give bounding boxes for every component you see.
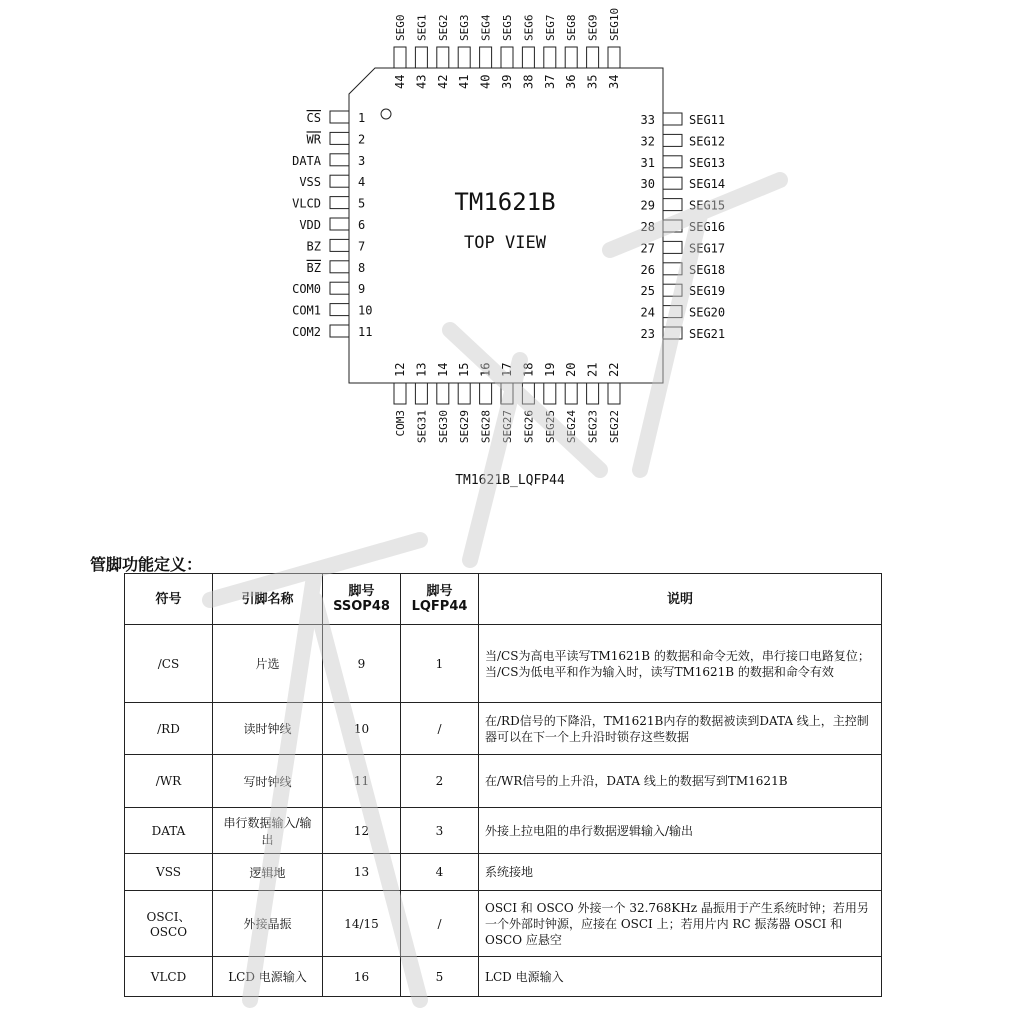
pin-pad [565, 47, 577, 68]
pin-number: 20 [564, 362, 579, 377]
header-description: 说明 [479, 574, 882, 625]
cell-lqfp44: 1 [401, 625, 479, 703]
pin-number: 34 [607, 74, 621, 89]
pin-pad [458, 383, 470, 404]
pin-number: 9 [358, 282, 366, 297]
pin-number: 43 [414, 74, 429, 89]
table-row [125, 755, 882, 808]
header-ssop48 [323, 574, 401, 625]
pin-number: 4 [358, 175, 366, 190]
pin-pad [663, 284, 682, 296]
pin-pad [608, 383, 620, 404]
cell-symbol: /WR [125, 755, 213, 808]
pin-label: SEG1 [415, 14, 429, 41]
cell-ssop48: 11 [323, 755, 401, 808]
pin-label: SEG20 [689, 305, 726, 320]
pin-number: 8 [358, 260, 366, 275]
pin-number: 28 [640, 220, 655, 234]
pin-number: 1 [358, 111, 366, 125]
pin-pad [522, 383, 534, 404]
pin-number: 29 [640, 198, 655, 213]
pin-number: 25 [640, 284, 655, 299]
pin-label: SEG2 [436, 14, 450, 41]
cell-description: 外接上拉电阻的串行数据逻辑输入/输出 [479, 808, 882, 854]
pin-number: 36 [564, 74, 579, 89]
header-lqfp44-line2: LQFP44 [411, 599, 468, 614]
cell-symbol: /CS [125, 625, 213, 703]
pin-label: SEG6 [522, 14, 536, 41]
pin-pad [663, 199, 682, 211]
pin-label: SEG21 [689, 327, 726, 341]
cell-symbol: OSCI、OSCO [125, 891, 213, 957]
pin-label: VSS [299, 175, 321, 190]
pin-label: SEG19 [689, 284, 726, 299]
cell-description: 在/WR信号的上升沿，DATA 线上的数据写到TM1621B [479, 755, 882, 808]
pin-label: SEG11 [689, 113, 726, 127]
pin-pad [330, 132, 349, 144]
pin-number: 15 [457, 362, 472, 377]
pin-pad [415, 47, 427, 68]
cell-symbol: /RD [125, 703, 213, 755]
cell-description: 系统接地 [479, 854, 882, 891]
pin-pad [608, 47, 620, 68]
pin-label: SEG13 [689, 155, 726, 170]
pin-pad [437, 47, 449, 68]
cell-description: OSCI 和 OSCO 外接一个 32.768KHz 晶振用于产生系统时钟；若用另一个外部时钟源，应接在 OSCI 上；若用片内 RC 振荡器 OSCI 和 OSCO 应悬空 [479, 891, 882, 957]
cell-description: LCD 电源输入 [479, 957, 882, 997]
pin-label: SEG27 [501, 410, 514, 444]
chip-pinout-diagram [0, 0, 1020, 500]
pin-number: 10 [358, 303, 373, 318]
pin-pad [330, 218, 349, 230]
cell-symbol: DATA [125, 808, 213, 854]
pin-number: 26 [640, 262, 655, 277]
pin-pad [480, 383, 492, 404]
pin-definition-table [124, 573, 882, 997]
pin-pad [330, 261, 349, 273]
pin-pad [330, 325, 349, 337]
pin-label: SEG8 [565, 14, 579, 41]
cell-name: 逻辑地 [213, 854, 323, 891]
pin-pad [394, 47, 406, 68]
pin-pad [663, 134, 682, 146]
pin-number: 38 [521, 74, 536, 89]
cell-lqfp44: 5 [401, 957, 479, 997]
pin-label: SEG28 [479, 410, 493, 444]
pin-label: COM0 [292, 282, 321, 297]
pin-number: 5 [358, 196, 366, 211]
pin-label: BZ [306, 239, 321, 254]
pin-pad [501, 383, 513, 404]
pin-pad [330, 304, 349, 316]
cell-ssop48: 12 [323, 808, 401, 854]
pin-number: 32 [640, 134, 655, 149]
pin-label: DATA [292, 153, 321, 168]
pin-label: SEG5 [501, 14, 514, 41]
cell-name: 片选 [213, 625, 323, 703]
pin-label: COM1 [292, 303, 321, 318]
cell-symbol: VLCD [125, 957, 213, 997]
cell-lqfp44: 3 [401, 808, 479, 854]
pin-number: 27 [640, 241, 655, 256]
pin-label: COM2 [292, 325, 321, 339]
pin-pad [663, 113, 682, 125]
pin-pad [663, 156, 682, 168]
header-ssop48-line2: SSOP48 [333, 599, 390, 614]
header-lqfp44 [401, 574, 479, 625]
pin-pad [544, 47, 556, 68]
pin-pad [415, 383, 427, 404]
table-row [125, 625, 882, 703]
pin-label: SEG26 [522, 410, 536, 444]
pin-number: 12 [393, 362, 407, 377]
pin-label: SEG31 [415, 410, 429, 444]
pin-pad [565, 383, 577, 404]
pin-pad [663, 241, 682, 253]
pin-number: 14 [435, 362, 450, 377]
pin-label: SEG7 [543, 14, 557, 41]
cell-lqfp44: / [401, 703, 479, 755]
pin-pad [330, 282, 349, 294]
pin-number: 30 [640, 177, 655, 192]
pin-pad [522, 47, 534, 68]
chip-view-label: TOP VIEW [464, 233, 546, 253]
pin-pad [663, 327, 682, 339]
pin-pad [480, 47, 492, 68]
pin-label: SEG0 [394, 14, 407, 41]
pin-number: 6 [358, 218, 366, 232]
table-row [125, 891, 882, 957]
pin-number: 7 [358, 239, 366, 254]
cell-ssop48: 13 [323, 854, 401, 891]
pin-label: SEG22 [608, 410, 621, 444]
cell-ssop48: 14/15 [323, 891, 401, 957]
pin-label: SEG12 [689, 134, 726, 149]
pin-label: CS [306, 111, 321, 125]
pin-pad [330, 111, 349, 123]
pin-label: SEG24 [565, 410, 579, 444]
pin-pad [330, 197, 349, 209]
cell-name: 读时钟线 [213, 703, 323, 755]
header-lqfp44-line1: 脚号 [426, 584, 453, 599]
pin-number: 2 [358, 132, 366, 147]
pin-number: 41 [457, 74, 472, 89]
cell-description: 当/CS为高电平读写TM1621B 的数据和命令无效，串行接口电路复位；当/CS为低电平和作为输入时，读写TM1621B 的数据和命令有效 [479, 625, 882, 703]
pin-label: SEG30 [436, 410, 450, 444]
cell-ssop48: 16 [323, 957, 401, 997]
pin-number: 18 [521, 362, 536, 377]
pin-number: 22 [607, 362, 621, 377]
pin-number: 40 [478, 74, 493, 89]
pin-number: 24 [640, 305, 655, 320]
cell-name: LCD 电源输入 [213, 957, 323, 997]
cell-symbol: VSS [125, 854, 213, 891]
pin-number: 3 [358, 153, 366, 168]
pin-label: SEG14 [689, 177, 726, 192]
table-row [125, 957, 882, 997]
pin-pad [663, 263, 682, 275]
pin-number: 16 [478, 362, 493, 377]
pin-label: COM3 [394, 410, 407, 437]
cell-name: 写时钟线 [213, 755, 323, 808]
cell-name: 串行数据输入/输出 [213, 808, 323, 854]
pin-number: 42 [435, 74, 450, 89]
pin-number: 44 [393, 74, 407, 89]
pin-label: VDD [299, 218, 321, 232]
package-caption: TM1621B_LQFP44 [455, 473, 565, 488]
pin-label: SEG25 [543, 410, 557, 444]
table-header-row [125, 574, 882, 625]
chip-body [349, 68, 663, 383]
pin-pad [330, 154, 349, 166]
pin-label: SEG17 [689, 241, 726, 256]
pin-pad [458, 47, 470, 68]
pin-pad [663, 306, 682, 318]
pin-label: SEG23 [586, 410, 600, 444]
pin-label: SEG15 [689, 198, 726, 213]
cell-lqfp44: 4 [401, 854, 479, 891]
pin-label: SEG18 [689, 262, 726, 277]
cell-lqfp44: / [401, 891, 479, 957]
pin-pad [587, 383, 599, 404]
table-row [125, 703, 882, 755]
pin-label: SEG4 [479, 14, 493, 41]
pin-pad [437, 383, 449, 404]
pin-number: 33 [640, 113, 655, 127]
pin-number: 31 [640, 155, 655, 170]
pin-label: VLCD [292, 196, 321, 211]
pin-number: 21 [585, 362, 600, 377]
pin-label: SEG29 [458, 410, 472, 444]
table-row [125, 808, 882, 854]
pin-number: 19 [542, 362, 557, 377]
header-symbol: 符号 [125, 574, 213, 625]
pin-pad [663, 220, 682, 232]
pin-number: 17 [500, 362, 514, 377]
pin-label: SEG9 [586, 14, 600, 41]
pin-pad [330, 175, 349, 187]
section-title: 管脚功能定义： [90, 555, 203, 574]
pin-number: 11 [358, 325, 373, 339]
pin-pad [501, 47, 513, 68]
header-ssop48-line1: 脚号 [348, 584, 375, 599]
pin-label: BZ [306, 260, 321, 275]
pin-number: 13 [414, 362, 429, 377]
cell-name: 外接晶振 [213, 891, 323, 957]
pin-number: 23 [640, 327, 655, 341]
pin-pad [663, 177, 682, 189]
chip-name: TM1621B [454, 188, 556, 216]
cell-ssop48: 10 [323, 703, 401, 755]
cell-lqfp44: 2 [401, 755, 479, 808]
pin-pad [587, 47, 599, 68]
table-row [125, 854, 882, 891]
pin-number: 37 [542, 74, 557, 89]
header-pin-name: 引脚名称 [213, 574, 323, 625]
pin-label: SEG10 [608, 7, 621, 41]
pin-label: WR [306, 132, 321, 147]
pin-pad [394, 383, 406, 404]
pin-number: 39 [500, 74, 514, 89]
cell-ssop48: 9 [323, 625, 401, 703]
cell-description: 在/RD信号的下降沿，TM1621B内存的数据被读到DATA 线上，主控制器可以在下一个上升沿时锁存这些数据 [479, 703, 882, 755]
pin-pad [330, 239, 349, 251]
pin-label: SEG3 [458, 14, 472, 41]
pin-pad [544, 383, 556, 404]
pin-label: SEG16 [689, 220, 726, 234]
pin-number: 35 [585, 74, 600, 89]
